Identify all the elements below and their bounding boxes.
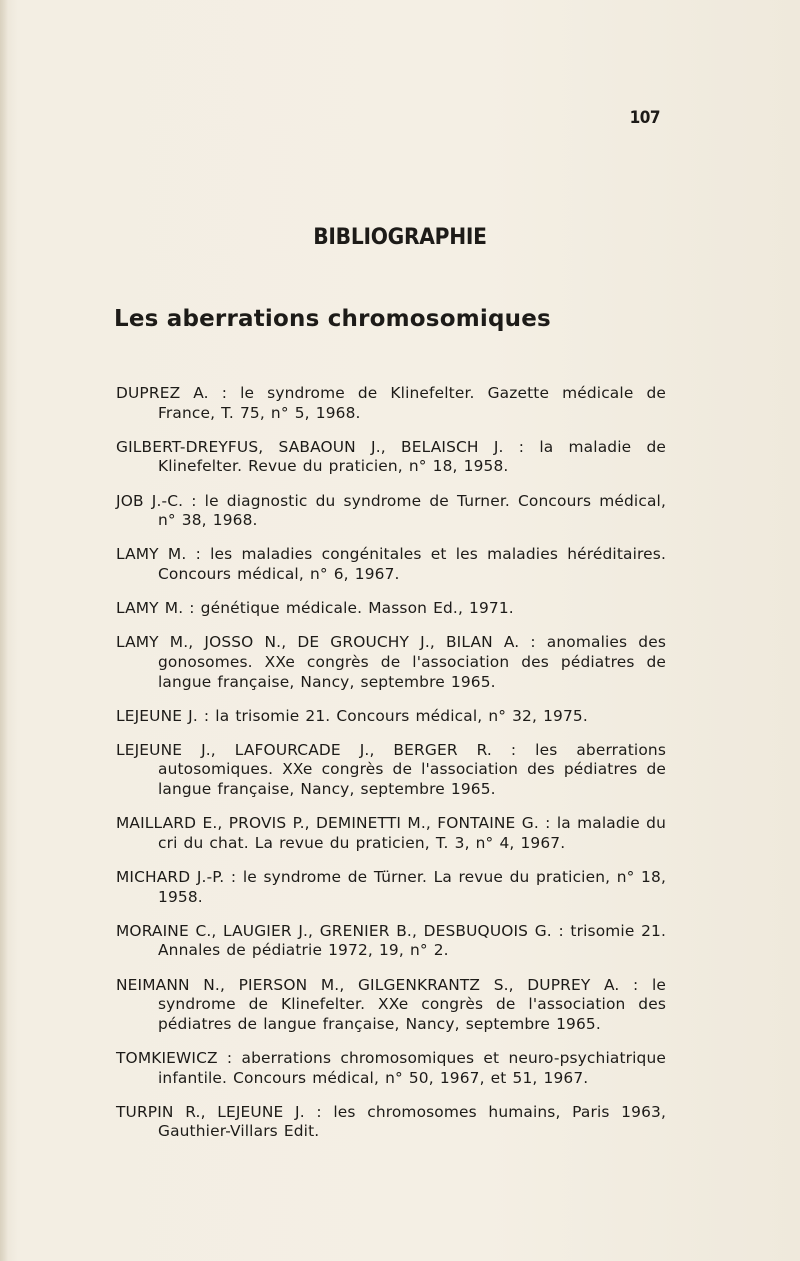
bibliography-entry: LEJEUNE J. : la trisomie 21. Concours médical, n° 32, 1975. bbox=[116, 706, 588, 725]
bibliography-entry: NEIMANN N., PIERSON M., GILGENKRANTZ S., DUPREY A. : le syndrome de Klinefelter. XXe congrès de l'association des pédiatres de langue française, Nancy, septembre 1965. bbox=[116, 975, 666, 1033]
bibliography-entry: LAMY M., JOSSO N., DE GROUCHY J., BILAN A. : anomalies des gonosomes. XXe congrès de l'association des pédiatres de langue française, Nancy, septembre 1965. bbox=[116, 633, 666, 691]
section-title: Les aberrations chromosomiques bbox=[114, 306, 551, 332]
bibliography-entry: DUPREZ A. : le syndrome de Klinefelter. Gazette médicale de France, T. 75, n° 5, 1968. bbox=[116, 384, 666, 422]
bibliography-list bbox=[116, 384, 666, 1157]
bibliography-entry: JOB J.-C. : le diagnostic du syndrome de Turner. Concours médical, n° 38, 1968. bbox=[116, 491, 666, 530]
bibliography-entry: MORAINE C., LAUGIER J., GRENIER B., DESBUQUOIS G. : trisomie 21. Annales de pédiatrie 1972, 19, n° 2. bbox=[116, 921, 666, 960]
page-number: 107 bbox=[629, 108, 660, 128]
bibliography-entry: GILBERT-DREYFUS, SABAOUN J., BELAISCH J. : la maladie de Klinefelter. Revue du praticien, n° 18, 1958. bbox=[116, 437, 666, 476]
bibliography-entry: LAMY M. : génétique médicale. Masson Ed., 1971. bbox=[116, 599, 514, 618]
bibliography-entry: LEJEUNE J., LAFOURCADE J., BERGER R. : les aberrations autosomiques. XXe congrès de l'association des pédiatres de langue française, Nancy, septembre 1965. bbox=[116, 740, 666, 799]
page-title: BIBLIOGRAPHIE bbox=[313, 225, 487, 250]
bibliography-entry: TURPIN R., LEJEUNE J. : les chromosomes humains, Paris 1963, Gauthier-Villars Edit. bbox=[116, 1102, 666, 1141]
bibliography-entry: LAMY M. : les maladies congénitales et les maladies héréditaires. Concours médical, n° 6, 1967. bbox=[116, 545, 666, 583]
bibliography-entry: TOMKIEWICZ : aberrations chromosomiques et neuro-psychiatrique infantile. Concours médical, n° 50, 1967, et 51, 1967. bbox=[116, 1048, 666, 1087]
bibliography-entry: MAILLARD E., PROVIS P., DEMINETTI M., FONTAINE G. : la maladie du cri du chat. La revue du praticien, T. 3, n° 4, 1967. bbox=[116, 814, 666, 852]
page-binding-edge bbox=[0, 0, 8, 1261]
bibliography-entry: MICHARD J.-P. : le syndrome de Türner. La revue du praticien, n° 18, 1958. bbox=[116, 868, 666, 906]
